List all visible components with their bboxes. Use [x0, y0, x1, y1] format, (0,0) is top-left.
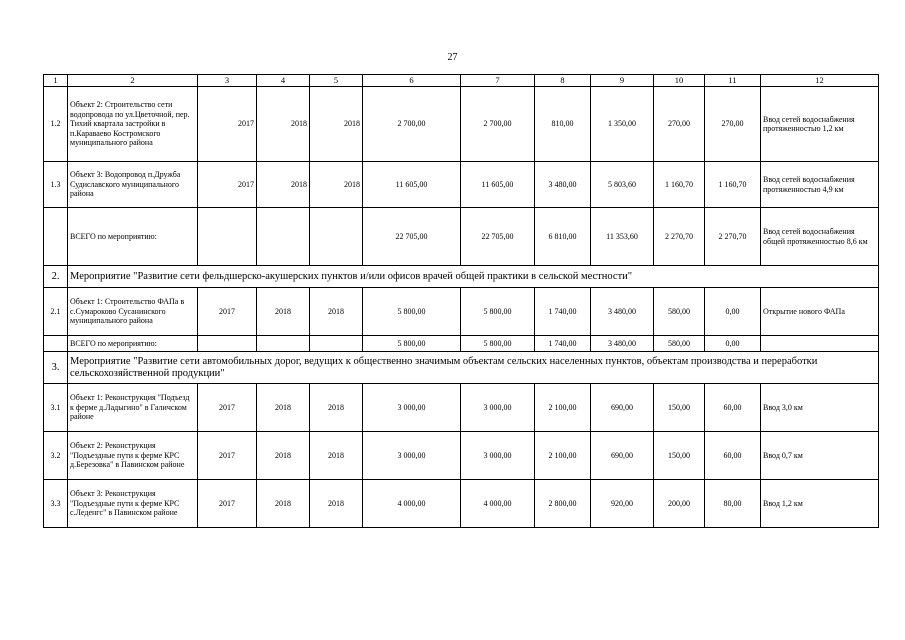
year-start: 2017: [198, 432, 257, 480]
column-number: 3: [198, 75, 257, 87]
item-row: [44, 384, 879, 432]
year-cell: 2018: [310, 480, 363, 528]
year-cell: 2018: [257, 162, 310, 208]
section-title: Мероприятие "Развитие сети автомобильных дорог, ведущих к общественно значимым объектам сельских населенных пунктов, объектам производства и переработки сельскохозяйственной продукции": [68, 352, 879, 384]
amount-cell: 6 810,00: [535, 208, 591, 266]
amount-cell: 5 800,00: [461, 336, 535, 352]
year-cell: [198, 208, 257, 266]
column-number-header-row: [44, 75, 879, 87]
amount-cell: 2 270,70: [654, 208, 705, 266]
total-row: [44, 336, 879, 352]
amount-cell: 200,00: [654, 480, 705, 528]
column-number: 7: [461, 75, 535, 87]
year-start: 2017: [198, 480, 257, 528]
amount-cell: 1 740,00: [535, 288, 591, 336]
amount-cell: 2 100,00: [535, 384, 591, 432]
amount-cell: 270,00: [654, 87, 705, 162]
amount-total: 4 000,00: [363, 480, 461, 528]
item-number: 3.2: [44, 432, 68, 480]
item-number: 3.3: [44, 480, 68, 528]
amount-cell: 0,00: [705, 288, 761, 336]
result-note: Ввод сетей водоснабжения общей протяженностью 8,6 км: [761, 208, 879, 266]
year-cell: [310, 208, 363, 266]
year-cell: 2018: [257, 288, 310, 336]
column-number: 6: [363, 75, 461, 87]
year-cell: 2018: [257, 87, 310, 162]
item-name: Объект 2: Реконструкция "Подъездные пути к ферме КРС д.Березовка" в Павинском районе: [68, 432, 198, 480]
year-cell: 2018: [310, 432, 363, 480]
amount-cell: 5 803,60: [591, 162, 654, 208]
item-row: [44, 432, 879, 480]
amount-cell: 5 800,00: [461, 288, 535, 336]
amount-cell: 3 000,00: [461, 384, 535, 432]
result-note: Ввод сетей водоснабжения протяженностью 1,2 км: [761, 87, 879, 162]
amount-cell: 690,00: [591, 384, 654, 432]
amount-cell: 22 705,00: [461, 208, 535, 266]
column-number: 12: [761, 75, 879, 87]
section-row: [44, 266, 879, 288]
column-number: 11: [705, 75, 761, 87]
item-row: [44, 162, 879, 208]
year-cell: 2018: [257, 384, 310, 432]
year-cell: 2018: [310, 162, 363, 208]
year-start: 2017: [198, 87, 257, 162]
page-number: 27: [447, 52, 458, 63]
result-note: Ввод 3,0 км: [761, 384, 879, 432]
amount-cell: 60,00: [705, 432, 761, 480]
item-name: Объект 3: Водопровод п.Дружба Судиславского муниципального района: [68, 162, 198, 208]
total-label: ВСЕГО по мероприятию:: [68, 336, 198, 352]
amount-total: 3 000,00: [363, 384, 461, 432]
amount-cell: 920,00: [591, 480, 654, 528]
item-name: Объект 2: Строительство сети водопровода по ул.Цветочной, пер. Тихий квартала застройки в п.Караваево Костромского муниципального района: [68, 87, 198, 162]
item-row: [44, 288, 879, 336]
item-number: 3.1: [44, 384, 68, 432]
amount-cell: 11 353,60: [591, 208, 654, 266]
total-label: ВСЕГО по мероприятию:: [68, 208, 198, 266]
amount-cell: 2 100,00: [535, 432, 591, 480]
column-number: 10: [654, 75, 705, 87]
year-start: 2017: [198, 162, 257, 208]
year-cell: 2018: [257, 480, 310, 528]
program-table: [43, 74, 879, 528]
result-note: Ввод сетей водоснабжения протяженностью 4,9 км: [761, 162, 879, 208]
amount-cell: 580,00: [654, 336, 705, 352]
amount-cell: 1 740,00: [535, 336, 591, 352]
amount-cell: 3 480,00: [535, 162, 591, 208]
amount-cell: 690,00: [591, 432, 654, 480]
section-number: 3.: [44, 352, 68, 384]
amount-total: 5 800,00: [363, 288, 461, 336]
amount-cell: 80,00: [705, 480, 761, 528]
year-cell: 2018: [310, 87, 363, 162]
amount-cell: 150,00: [654, 384, 705, 432]
amount-total: 3 000,00: [363, 432, 461, 480]
amount-total: 5 800,00: [363, 336, 461, 352]
year-cell: [198, 336, 257, 352]
amount-cell: 3 000,00: [461, 432, 535, 480]
year-cell: [310, 336, 363, 352]
amount-cell: 1 160,70: [705, 162, 761, 208]
amount-cell: 1 160,70: [654, 162, 705, 208]
result-note: Ввод 0,7 км: [761, 432, 879, 480]
amount-cell: 1 350,00: [591, 87, 654, 162]
item-name: Объект 1: Строительство ФАПа в с.Сумароково Сусанинского муниципального района: [68, 288, 198, 336]
item-row: [44, 87, 879, 162]
year-cell: [257, 336, 310, 352]
column-number: 1: [44, 75, 68, 87]
amount-cell: 810,00: [535, 87, 591, 162]
year-cell: 2018: [310, 288, 363, 336]
total-row: [44, 208, 879, 266]
year-start: 2017: [198, 288, 257, 336]
result-note: Ввод 1,2 км: [761, 480, 879, 528]
column-number: 8: [535, 75, 591, 87]
amount-cell: 0,00: [705, 336, 761, 352]
amount-cell: 11 605,00: [461, 162, 535, 208]
amount-cell: 3 480,00: [591, 336, 654, 352]
amount-cell: 3 480,00: [591, 288, 654, 336]
amount-total: 11 605,00: [363, 162, 461, 208]
column-number: 5: [310, 75, 363, 87]
year-cell: 2018: [310, 384, 363, 432]
amount-cell: 580,00: [654, 288, 705, 336]
year-start: 2017: [198, 384, 257, 432]
section-title: Мероприятие "Развитие сети фельдшерско-акушерских пунктов и/или офисов врачей общей практики в сельской местности": [68, 266, 879, 288]
item-number: 1.3: [44, 162, 68, 208]
result-note: [761, 336, 879, 352]
year-cell: 2018: [257, 432, 310, 480]
amount-cell: 4 000,00: [461, 480, 535, 528]
column-number: 2: [68, 75, 198, 87]
item-number: [44, 208, 68, 266]
item-number: [44, 336, 68, 352]
item-name: Объект 1: Реконструкция "Подъезд к ферме д.Ладыгино" в Галичском районе: [68, 384, 198, 432]
amount-cell: 270,00: [705, 87, 761, 162]
column-number: 9: [591, 75, 654, 87]
column-number: 4: [257, 75, 310, 87]
section-number: 2.: [44, 266, 68, 288]
item-row: [44, 480, 879, 528]
amount-cell: 2 270,70: [705, 208, 761, 266]
amount-cell: 150,00: [654, 432, 705, 480]
item-name: Объект 3: Реконструкция "Подъездные пути к ферме КРС с.Леденгс" в Павинском районе: [68, 480, 198, 528]
item-number: 1.2: [44, 87, 68, 162]
item-number: 2.1: [44, 288, 68, 336]
year-cell: [257, 208, 310, 266]
amount-cell: 60,00: [705, 384, 761, 432]
amount-total: 2 700,00: [363, 87, 461, 162]
amount-total: 22 705,00: [363, 208, 461, 266]
result-note: Открытие нового ФАПа: [761, 288, 879, 336]
section-row: [44, 352, 879, 384]
amount-cell: 2 800,00: [535, 480, 591, 528]
amount-cell: 2 700,00: [461, 87, 535, 162]
